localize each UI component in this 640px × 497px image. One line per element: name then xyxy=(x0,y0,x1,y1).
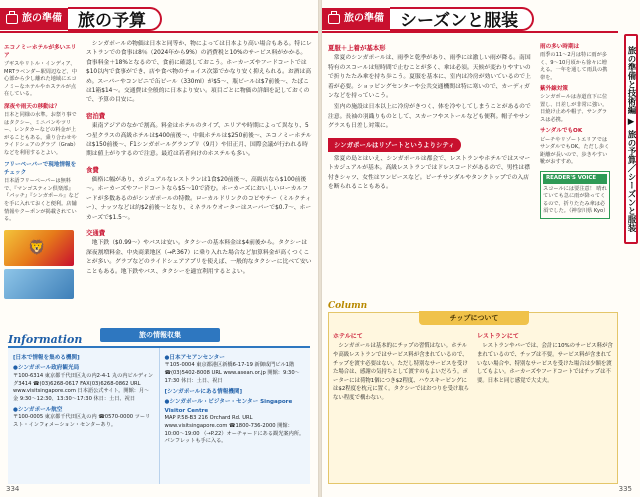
column-columns xyxy=(333,329,615,404)
header-rule xyxy=(0,31,318,33)
section-text: 常夏のシンガポールは、雨季と乾季があり、雨季には激しい雨が降る。南国特有のスコールは短時間で止むことが多く、傘は必須。天候が変わりやすいので折りたたみ傘を持ち歩こう。夏服を基本に、室内は冷房が効いているので上着が必要。ショッピングセンターや公共交通機関は特に寒いので、カーディガンなどを持っていこう。 xyxy=(328,55,531,99)
city-ribbon: シンガポールはリゾートというよりシティ xyxy=(328,138,461,152)
page-title: シーズンと服装 xyxy=(390,7,534,31)
page-number: 335 xyxy=(618,485,632,493)
chapter-tab: 旅の準備と技術編 ▶ 旅の予算／シーズンと服装 xyxy=(624,34,638,244)
section-text: 東南アジアのなかで割高。料金はホテルのタイプ、エリアや時期によって異なり、5つ星クラスの高級ホテルは$400前後～、中級ホテルは$250前後～、エコノミーホテルは$150前後～、F1シンガポールグランプリ（9月）や旧正月、国際会議が行われる時期は値上がりするので注意。最近は若者向けのホステルも多い。 xyxy=(86,123,312,158)
section-heading: 食費 xyxy=(86,165,99,174)
freepaper-photo-2 xyxy=(4,269,74,299)
readers-voice-box xyxy=(540,171,610,219)
right-header xyxy=(322,6,534,32)
freepaper-photo xyxy=(4,230,74,266)
column-text: レストランやバーでは、会計に10%のサービス料が含まれているので、チップは不要。サービス料が含まれていない場合や、特別なサービスを受けた場合は少額を渡してもよい。ホーカーズやフードコートではチップは不要。日本と同じ感覚で大丈夫。 xyxy=(477,343,613,384)
section-text: 室内の施設は日本以上に冷房がきつく、体を冷やしてしまうことがあるので注意。長袖の羽織りものとして、スカーフやストールなども便利。帽子やサングラスも日差し対策に。 xyxy=(328,104,531,130)
page-number: 334 xyxy=(6,485,20,493)
column-heading: ホテルにて xyxy=(333,333,363,340)
info-heading: ●シンガポール・ビジター・センター Singapore Visitor Centre xyxy=(164,399,293,414)
column-box xyxy=(328,312,618,484)
readers-voice-heading: READER'S VOICE xyxy=(543,174,607,184)
info-text: 〒100-0005 東京都千代田区丸の内 ☎0570-0000 ツーリスト・インフォメーション・センターあり。 xyxy=(13,414,151,429)
info-text: 〒100-6314 東京都千代田区丸の内2-4-1 丸の内ビルディング3414 ☎(03)6268-0617 FAX(03)6268-0862 URL www.visitsingapore.com 日本語公式サイト。開館：月～金 9:30～12:30、13:30～17:30 休日：土日、祝日 xyxy=(13,372,154,403)
side-text: シンガポールは赤道直下に位置し、日差しが非常に強い。日焼け止めや帽子、サングラスは必携。 xyxy=(540,94,608,123)
side-text: 日本と同様の水準。お祭り事ではタクシー、ミニバンやツリー、レンタカーなどの料金が上がることもある。乗り合わせやライドシェアのグラブ（Grab）などを利用するとよい。 xyxy=(4,111,79,156)
column-col xyxy=(477,329,615,404)
side-text: ブギスやリトル・インディア、MRTラベンダー駅周辺など、中心部から少し離れた地域にエコノミーなホテルやホステルが点在している。 xyxy=(4,61,77,98)
info-column xyxy=(8,348,159,484)
info-text: MAP P.58-B3 216 Orchard Rd. URL www.visitsingapore.com ☎1800-736-2000 開館：10:00～19:00 （→P.22）オーチャードにある観光案内所。パンフレットも手に入る。 xyxy=(164,414,305,445)
info-heading: [日本で情報を集める機関] xyxy=(13,355,80,361)
right-sidebar xyxy=(540,40,610,219)
section-text: 地下鉄（$0.99～）やバスは安い。タクシーの基本料金は$4前後から。タクシーは深夜割増料金、中央商業地区（→P.367）に乗り入れた場合など加算料金が高くつくことが多い。グラブなどのライドシェアアプリを使えば、一般的なタクシーに比べて安いこともある。地下鉄やバス、タクシーを適宜利用するとよい。 xyxy=(86,240,312,275)
chapter-tab-strip xyxy=(622,0,640,497)
side-heading: サンダルでもOK xyxy=(540,128,583,135)
column-heading: レストランにて xyxy=(477,333,519,340)
info-heading: ●シンガポール航空 xyxy=(13,406,63,413)
column-logo: Column xyxy=(328,301,368,311)
left-page xyxy=(0,0,318,497)
info-text: 〒105-0004 東京都港区新橋6-17-19 新御成門ビル1階 ☎(03)5402-8008 URL www.asean.or.jp 開館：9:30～17:30 休日：土日、祝日 xyxy=(164,362,300,384)
section-heading: 宿泊費 xyxy=(86,111,106,120)
readers-voice-text: スコールには要注意！ 晴れていても急に雨が降ってくるので、折りたたみ傘は必須でした。（神奈川県 Kyo） xyxy=(543,185,609,215)
suitcase-icon xyxy=(328,14,340,24)
left-header xyxy=(0,6,162,32)
info-heading: ●日本アセアンセンター xyxy=(164,355,225,361)
section-text: 常夏の島とはいえ、シンガポールは都会で、レストランやホテルではスマートカジュアルが基本。高級レストランではドレスコードがあるので、男性は襟付きシャツ、女性はワンピースなど。ビーチサンダルやタンクトップでの入店を断られることもある。 xyxy=(328,155,531,191)
left-sidebar xyxy=(4,40,80,299)
side-heading: 深夜や雨天の移動は？ xyxy=(4,103,60,110)
side-heading: 紫外線対策 xyxy=(540,86,568,93)
side-text: ビーチやリゾートエリアではサンダルでもOK。ただし歩く距離が長いので、歩きやすい靴がおすすめ。 xyxy=(540,136,610,166)
column-title: チップについて xyxy=(419,311,529,325)
side-heading: エコノミーホテルが多いエリア xyxy=(4,45,77,60)
info-column xyxy=(159,348,311,484)
information-logo: Information xyxy=(8,333,83,346)
page-title: 旅の予算 xyxy=(68,7,162,31)
side-heading: 雨の多い時期は xyxy=(540,44,580,50)
suitcase-icon xyxy=(6,14,18,24)
section-text: 価格に幅があり、カジュアルなレストランは1食$20前後～、高級店なら$100前後～。ホーカーズやフードコートなら$5～10で済む。ホーカーズにおいしいローカルフードが多数あるのがシンガポールの特徴。ローカルドリンクのコピやテー（ミルクティー）、ナッツなどは約$2前後～となり、ミネラルウオーターはスーパーで$0.7～、ホーカーズで$1.5～。 xyxy=(86,177,312,221)
header-rule xyxy=(322,31,618,33)
info-box xyxy=(8,346,310,484)
right-page xyxy=(322,0,640,497)
side-text: 雨季の11～2月は特に雨が多く、9～10月頃から徐々に増える。一年を通して雨具の携帯を。 xyxy=(540,52,608,81)
side-text: 日本語フリーペーパーは無料で、『マンゴスティン倶楽部』『パッチ』『シンガポール』などを手に入れておくと便利。店舗情報やクーポンが掲載されている。 xyxy=(4,178,79,223)
side-heading: フリーペーパーで現地情報をチェック xyxy=(4,162,77,177)
info-title: 旅の情報収集 xyxy=(100,328,220,342)
column-text: シンガポールは基本的にチップの習慣はない。ホテルや高級レストランではサービス料が含まれているので、チップを渡す必要はない。ただし特別なサービスを受けた場合は、感謝の気持ちとして渡すのもよいだろう。ポーターには荷物1個につき$2程度、ハウスキーピングには$2程度を枕元に置く。タクシーではおつりを受け取らない程度で構わない。 xyxy=(333,343,470,401)
right-body xyxy=(328,40,534,194)
info-header xyxy=(8,328,310,344)
section-heading: 夏服＋上着が基本形 xyxy=(328,44,386,52)
section-tag: 旅の準備 xyxy=(0,8,68,30)
left-body xyxy=(86,40,312,279)
info-heading: [シンガポールにある情報機関] xyxy=(164,388,243,395)
column-col xyxy=(333,329,471,404)
section-heading: 交通費 xyxy=(86,229,106,237)
section-tag: 旅の準備 xyxy=(322,8,390,30)
intro-paragraph: シンガポールの物価は日本と同等か、物によっては日本より高い場合もある。特にレストランでの食事は8％（2024年から9%）の消費税と10%のサービス料がかかる。食事料金＋18%となるので、食前に確認しておこう。ホーカーズやフードコートでは$10以内で食事ができ、店や食べ物のチョイス次第でかなり安く抑えられる。お酒は高め。スーパーやコンビニで缶ビール（330ml）が$5～、瓶ビールは$7前後～、たばこは1箱$14～。交通費は全般的に日本より安い。項目ごとに物価の詳細を記しておくので、予算の目安に。 xyxy=(86,41,312,104)
info-heading: ●シンガポール政府観光局 xyxy=(13,365,80,372)
